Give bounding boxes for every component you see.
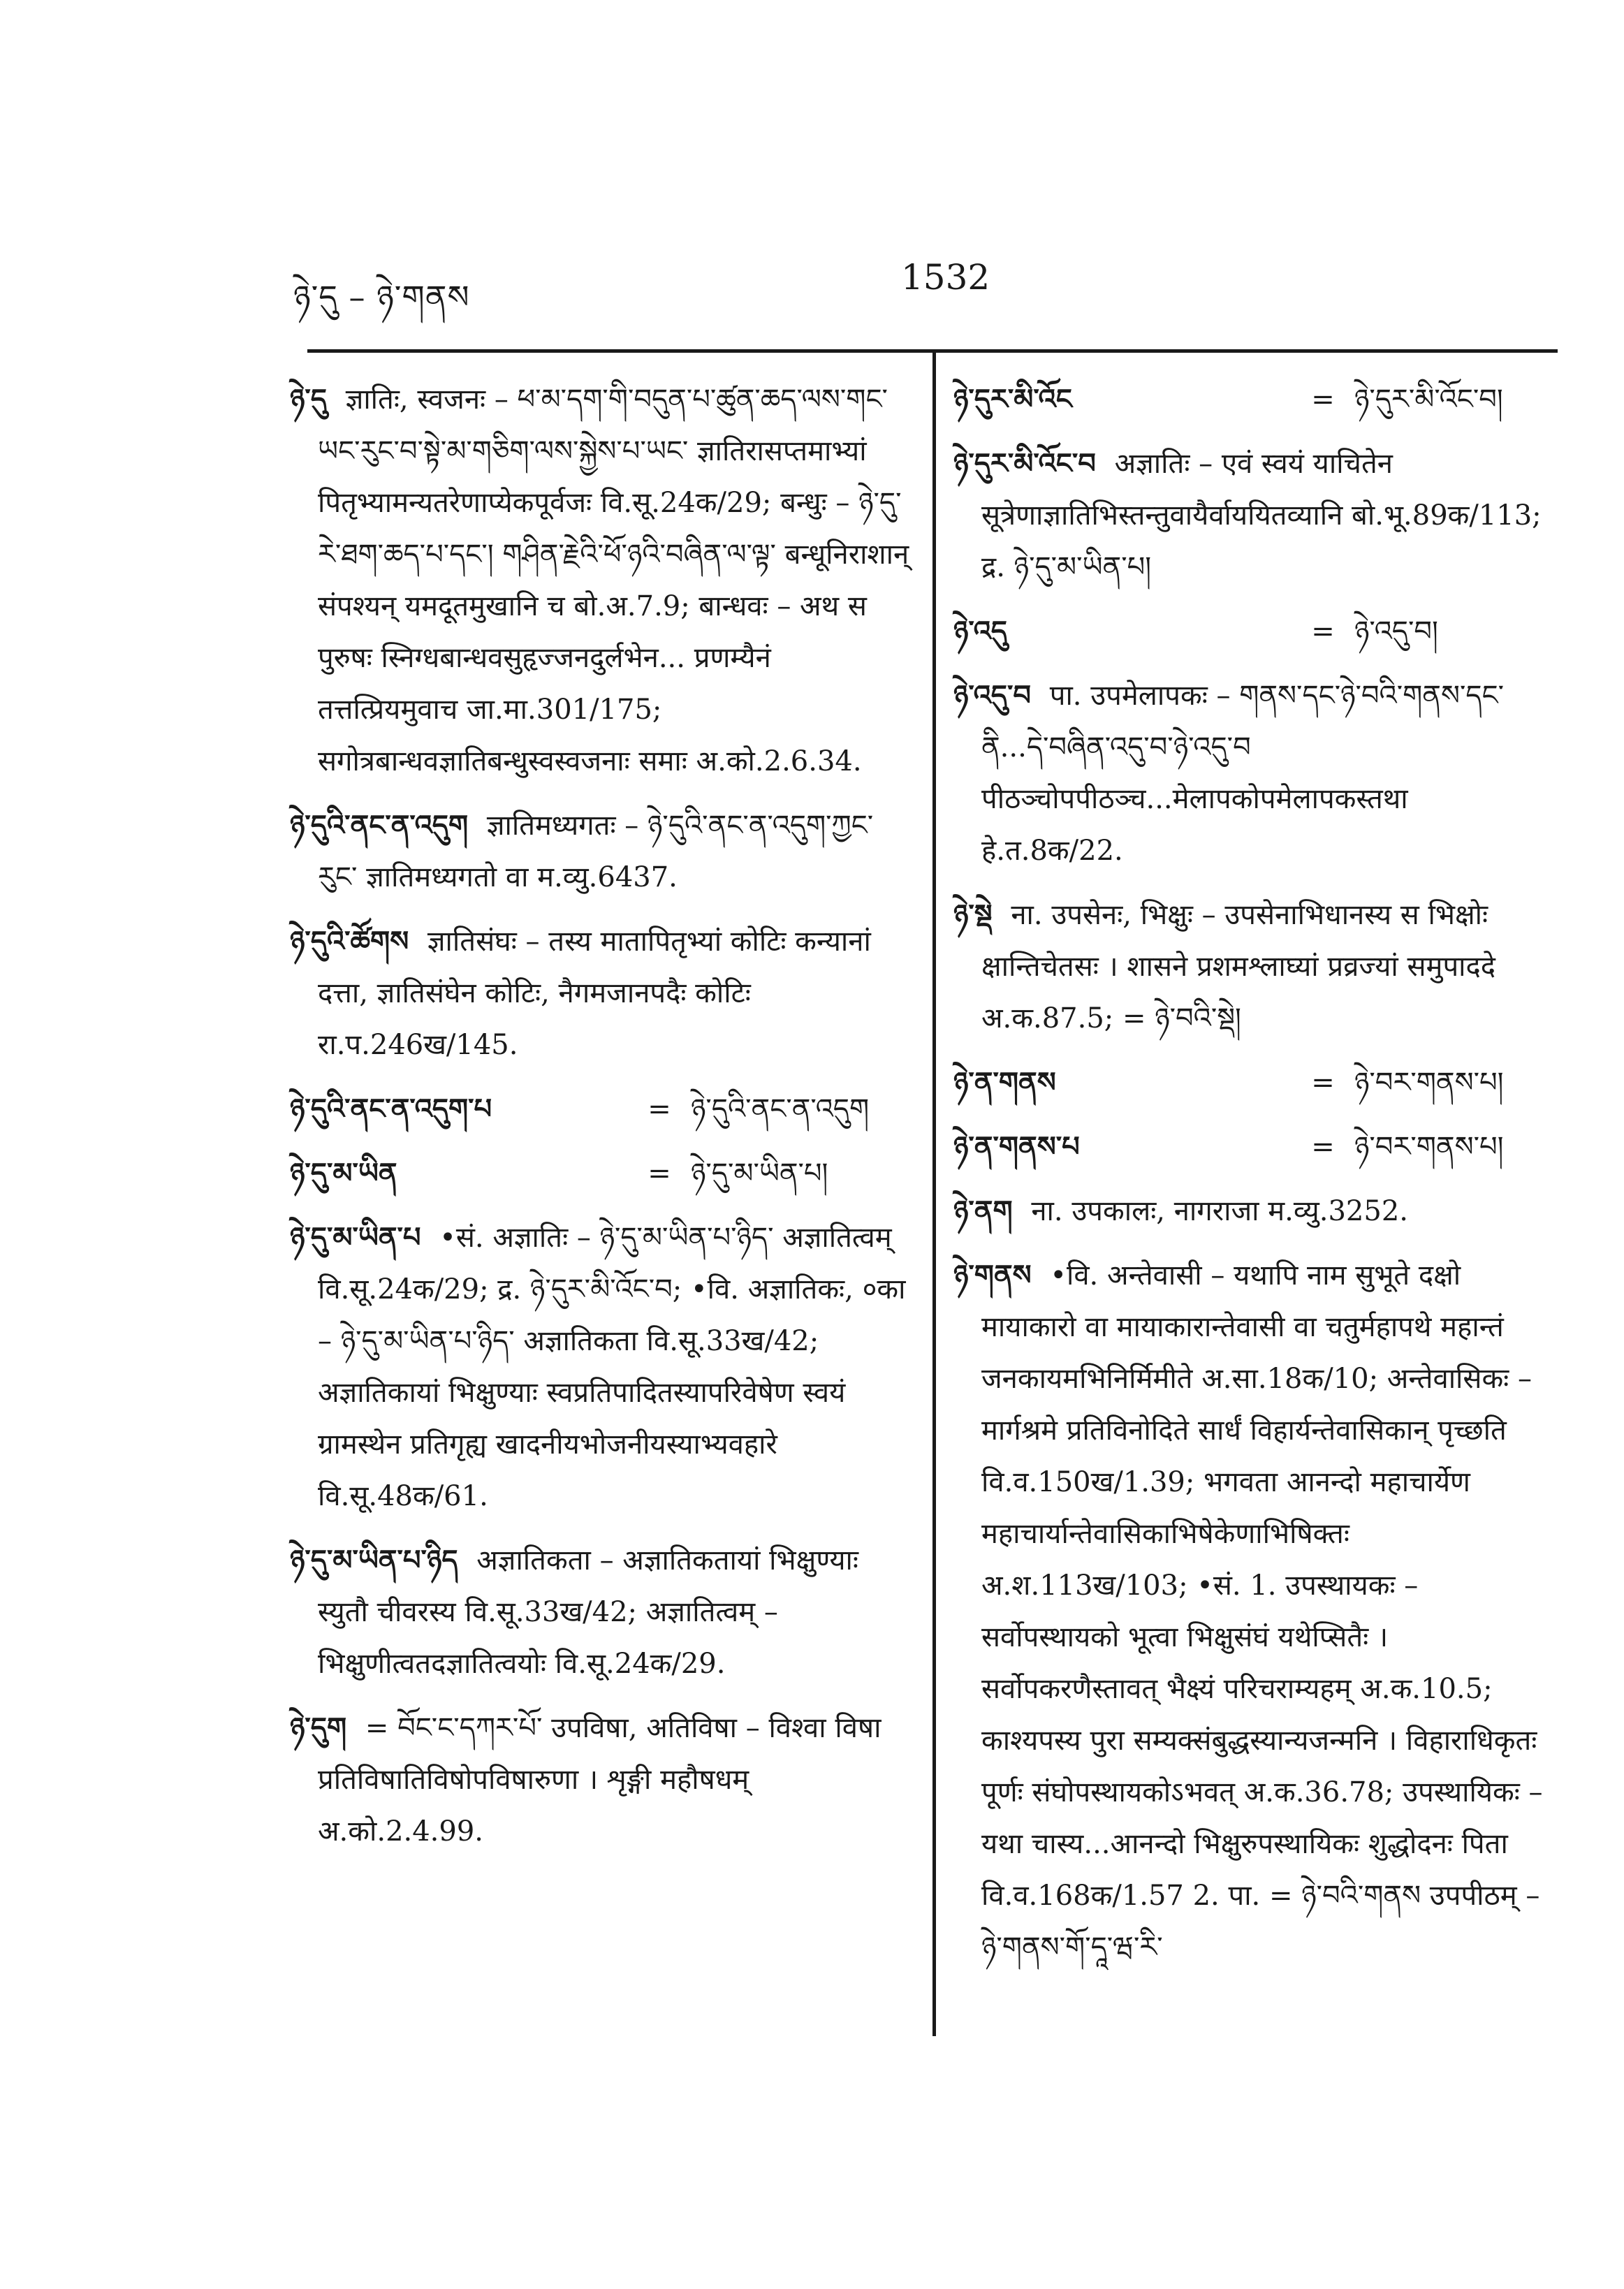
entry-nye-du-ma-yin-pa — [290, 1212, 912, 1522]
xref-target: ཉེ་དུའི་ནང་ན་འདུག — [691, 1093, 870, 1125]
entry-nye-sde — [953, 889, 1558, 1044]
headword: ཉེ་དུའི་ནང་ན་འདུག — [290, 809, 469, 842]
entry-nye-dug — [290, 1702, 912, 1857]
running-head: ཉེ་དུ – ཉེ་གནས — [293, 278, 470, 316]
xref-target: ཉེ་འདུ་བ། — [1354, 615, 1438, 648]
entry-body: अज्ञातिः – एवं स्वयं याचितेन सूत्रेणाज्ञातिभिस्तन्तुवायैर्वाययितव्यानि बो.भू.89क/113; द्र. ཉེ་དུ་མ་ཡིན་པ། — [981, 448, 1542, 583]
headword: ཉེ་དུར་མི་འོང — [953, 383, 1072, 416]
headword: ཉེ་ན་གནས་པ — [953, 1130, 1080, 1163]
entry-body: अज्ञातिकता – अज्ञातिकतायां भिक्षुण्याः स्युतौ चीवरस्य वि.सू.33ख/42; अज्ञातित्वम् – भिक्षुणीत्वतदज्ञातित्वयोः वि.सू.24क/29. — [318, 1544, 858, 1680]
entry-nye-du-ma-yin-pa-nyid — [290, 1535, 912, 1690]
xref-target: ཉེ་བར་གནས་པ། — [1354, 1131, 1504, 1163]
entry-nye-du-ba — [953, 670, 1558, 877]
entry-nye-nag — [953, 1185, 1558, 1237]
xref-entry — [953, 606, 1558, 657]
xref-target: ཉེ་དུ་མ་ཡིན་པ། — [691, 1157, 828, 1190]
headword: ཉེ་དུ་མ་ཡིན་པ་ཉིད — [290, 1544, 458, 1577]
headword: ཉེ་ནག — [953, 1194, 1013, 1227]
headword: ཉེ་དུར་མི་འོང་བ — [953, 447, 1096, 480]
entry-body: ज्ञातिसंघः – तस्य मातापितृभ्यां कोटिः कन्यानां दत्ता, ज्ञातिसंघेन कोटिः, नैगमजानपदैः कोटिः रा.प.246ख/145. — [318, 926, 871, 1061]
entry-nye-dur-mi-ong-ba — [953, 438, 1558, 593]
entry-nye-du — [290, 374, 912, 787]
entry-body: •वि. अन्तेवासी – यथापि नाम सुभूते दक्षो मायाकारो वा मायाकारान्तेवासी वा चतुर्महापथे महान्तं जनकायमभिनिर्मिमीते अ.सा.18क/10; अन्तेवासिकः – मार्गश्रमे प्रतिविनोदिते सार्धं विहार्यन्तेवासिकान् पृच्छति वि.व.150ख/1.39; भगवता आनन्दो महाचार्येण महाचार्यान्तेवासिकाभिषेकेणाभिषिक्तः अ.श.113ख/103; •सं. 1. उपस्थायकः – सर्वोपस्थायको भूत्वा भिक्षुसंघं यथेप्सितैः । सर्वोपकरणैस्तावत् भैक्ष्यं परिचराम्यहम् अ.क.10.5; काश्यपस्य पुरा सम्यक्संबुद्धस्यान्यजन्मनि । विहाराधिकृतः पूर्णः संघोपस्थायकोऽभवत् अ.क.36.78; उपस्थायिकः – यथा चास्य...आनन्दो भिक्षुरुपस्थायिकः शुद्धोदनः पिता वि.व.168क/1.57 2. पा. = ཉེ་བའི་གནས उपपीठम् – ཉེ་གནས་གོ་དཱ་ཝ་རི་ — [981, 1259, 1543, 1963]
entry-nye-dui-nang-na-dug — [290, 800, 912, 903]
headword: ཉེ་གནས — [953, 1259, 1032, 1292]
headword: ཉེ་དུ་མ་ཡིན་པ — [290, 1221, 421, 1254]
entry-body: •सं. अज्ञातिः – ཉེ་དུ་མ་ཡིན་པ་ཉིད་ अज्ञातित्वम् वि.सू.24क/29; द्र. ཉེ་དུར་མི་འོང་བ; •वि. अज्ञातिकः, ०का – ཉེ་དུ་མ་ཡིན་པ་ཉིད་ अज्ञातिकता वि.सू.33ख/42; अज्ञातिकायां भिक्षुण्याः स्वप्रतिपादितस्यापरिवेषेण स्वयं ग्रामस्थेन प्रतिगृह्य खादनीयभोजनीयस्याभ्यवहारे वि.सू.48क/61. — [318, 1222, 906, 1512]
entry-body: पा. उपमेलापकः – གནས་དང་ཉེ་བའི་གནས་དང་ནི...དེ་བཞིན་འདུ་བ་ཉེ་འདུ་བ पीठञ्चोपपीठञ्च...मेलापकोपमेलापकस्तथा हे.त.8क/22. — [981, 680, 1505, 867]
xref-target: ཉེ་དུར་མི་འོང་བ། — [1354, 383, 1503, 416]
headword: ཉེ་དུ་མ་ཡིན — [290, 1157, 397, 1190]
xref-entry — [953, 1121, 1558, 1173]
equals-sign: = — [1311, 1131, 1335, 1163]
entry-body: ज्ञातिः, स्वजनः – ཕ་མ་དག་གི་བདུན་པ་ཚུན་ཆད་ལས་གང་ཡང་རུང་བ་སྟེ་མ་གཅིག་ལས་སྐྱེས་པ་ཡང་ ज्ञातिरासप्तमाभ्यां पितृभ्यामन्यतरेणाप्येकपूर्वजः वि.सू.24क/29; बन्धुः – ཉེ་དུ་རེ་ཐག་ཆད་པ་དང་། གཤིན་རྗེའི་ཕོ་ཉའི་བཞིན་ལ་ལྟ་ बन्धूनिराशान् संपश्यन् यमदूतमुखानि च बो.अ.7.9; बान्धवः – अथ स पुरुषः स्निग्धबान्धवसुहृज्जनदुर्लभेन... प्रणम्यैनं तत्तत्प्रियमुवाच जा.मा.301/175; सगोत्रबान्धवज्ञातिबन्धुस्वस्वजनाः समाः अ.को.2.6.34. — [318, 383, 909, 777]
entry-nye-dui-tshogs — [290, 916, 912, 1071]
headword: ཉེ་འདུ — [953, 615, 1007, 648]
xref-target: ཉེ་བར་གནས་པ། — [1354, 1067, 1504, 1099]
entry-body: ना. उपसेनः, भिक्षुः – उपसेनाभिधानस्य स भिक्षोः क्षान्तिचेतसः । शासने प्रशमश्लाघ्यां प्रव्रज्यां समुपाददे अ.क.87.5; = ཉེ་བའི་སྡེ། — [981, 899, 1496, 1034]
equals-sign: = — [1311, 383, 1335, 416]
headword: ཉེ་དུ — [290, 383, 327, 416]
column-divider — [932, 353, 936, 2036]
equals-sign: = — [648, 1157, 671, 1190]
entry-nye-gnas — [953, 1250, 1558, 1973]
page-number: 1532 — [901, 257, 990, 298]
headword: ཉེ་དུའི་ནང་ན་འདུག་པ — [290, 1092, 492, 1125]
entry-body: ना. उपकालः, नागराजा म.व्यु.3252. — [1031, 1195, 1408, 1227]
right-column — [953, 374, 1558, 1986]
xref-entry — [953, 1057, 1558, 1109]
xref-entry — [953, 374, 1558, 425]
headword: ཉེ་དུའི་ཚོགས — [290, 925, 409, 958]
xref-entry — [290, 1148, 912, 1199]
equals-sign: = — [648, 1093, 671, 1125]
left-column — [290, 374, 912, 1870]
headword: ཉེ་སྡེ — [953, 898, 993, 931]
headword: ཉེ་འདུ་བ — [953, 679, 1031, 712]
entry-body: ज्ञातिमध्यगतः – ཉེ་དུའི་ནང་ན་འདུག་ཀྱང་རུང་ ज्ञातिमध्यगतो वा म.व्यु.6437. — [318, 810, 874, 893]
xref-entry — [290, 1083, 912, 1135]
entry-body: = བོང་ང་དཀར་པོ་ उपविषा, अतिविषा – विश्वा विषा प्रतिविषातिविषोपविषारुणा । शृङ्गी महौषधम् अ.को.2.4.99. — [318, 1712, 882, 1848]
equals-sign: = — [1311, 615, 1335, 648]
headword: ཉེ་ན་གནས — [953, 1066, 1056, 1099]
equals-sign: = — [1311, 1067, 1335, 1099]
headword: ཉེ་དུག — [290, 1711, 347, 1744]
